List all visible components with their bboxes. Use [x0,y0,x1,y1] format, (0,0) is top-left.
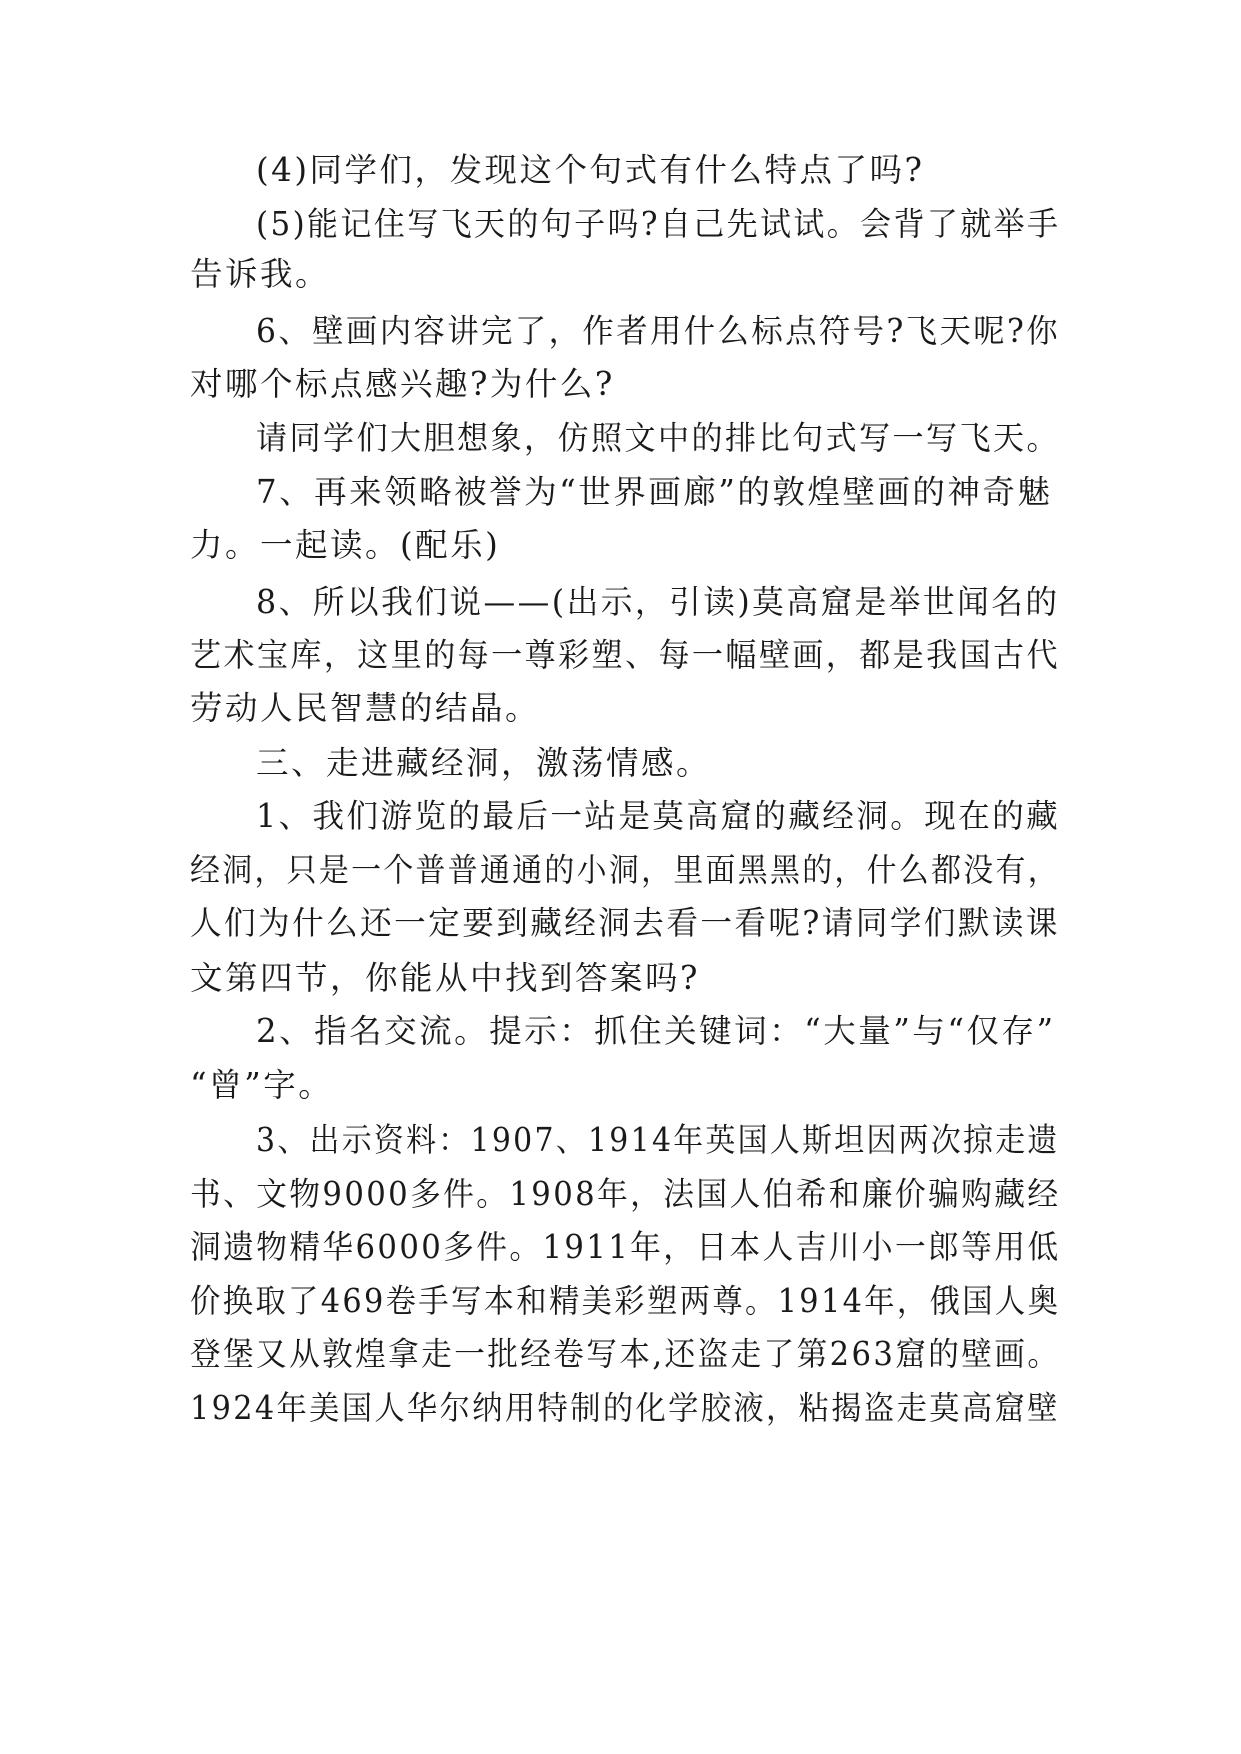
text-line: 人们为什么还一定要到藏经洞去看一看呢?请同学们默读课 [190,904,1060,942]
text-line: (4)同学们，发现这个句式有什么特点了吗? [256,151,925,189]
text-line: 价换取了469卷手写本和精美彩塑两尊。1914年，俄国人奥 [190,1282,1061,1320]
text-line: 三、走进藏经洞，激荡情感。 [256,744,712,782]
text-line: 登堡又从敦煌拿走一批经卷写本,还盗走了第263窟的壁画。 [190,1335,1061,1373]
text-line: 8、所以我们说——(出示，引读)莫高窟是举世闻名的 [256,583,1060,621]
text-line: 力。一起读。(配乐) [190,526,501,564]
text-line: 文第四节，你能从中找到答案吗? [190,959,700,997]
text-line: 请同学们大胆想象，仿照文中的排比句式写一写飞天。 [256,419,1060,457]
text-line: 经洞，只是一个普普通通的小洞，里面黑黑的，什么都没有， [190,851,1060,889]
text-line: 艺术宝库，这里的每一尊彩塑、每一幅壁画，都是我国古代 [190,636,1060,674]
text-line: “曾”字。 [190,1066,334,1104]
text-line: 告诉我。 [190,255,331,293]
text-line: 对哪个标点感兴趣?为什么? [190,365,615,403]
text-line: (5)能记住写飞天的句子吗?自己先试试。会背了就举手 [256,205,1061,243]
text-line: 3、出示资料：1907、1914年英国人斯坦因两次掠走遗 [256,1121,1060,1159]
text-line: 洞遗物精华6000多件。1911年，日本人吉川小一郎等用低 [190,1228,1061,1266]
text-line: 7、再来领略被誉为“世界画廊”的敦煌壁画的神奇魅 [256,473,1053,511]
text-line: 书、文物9000多件。1908年，法国人伯希和廉价骗购藏经 [190,1175,1061,1213]
text-line: 1、我们游览的最后一站是莫高窟的藏经洞。现在的藏 [256,797,1061,835]
text-line: 6、壁画内容讲完了，作者用什么标点符号?飞天呢?你 [256,312,1061,350]
text-line: 劳动人民智慧的结晶。 [190,689,541,727]
text-line: 1924年美国人华尔纳用特制的化学胶液，粘揭盗走莫高窟壁 [190,1389,1060,1427]
text-line: 2、指名交流。提示：抓住关键词：“大量”与“仅存” [256,1012,1056,1050]
